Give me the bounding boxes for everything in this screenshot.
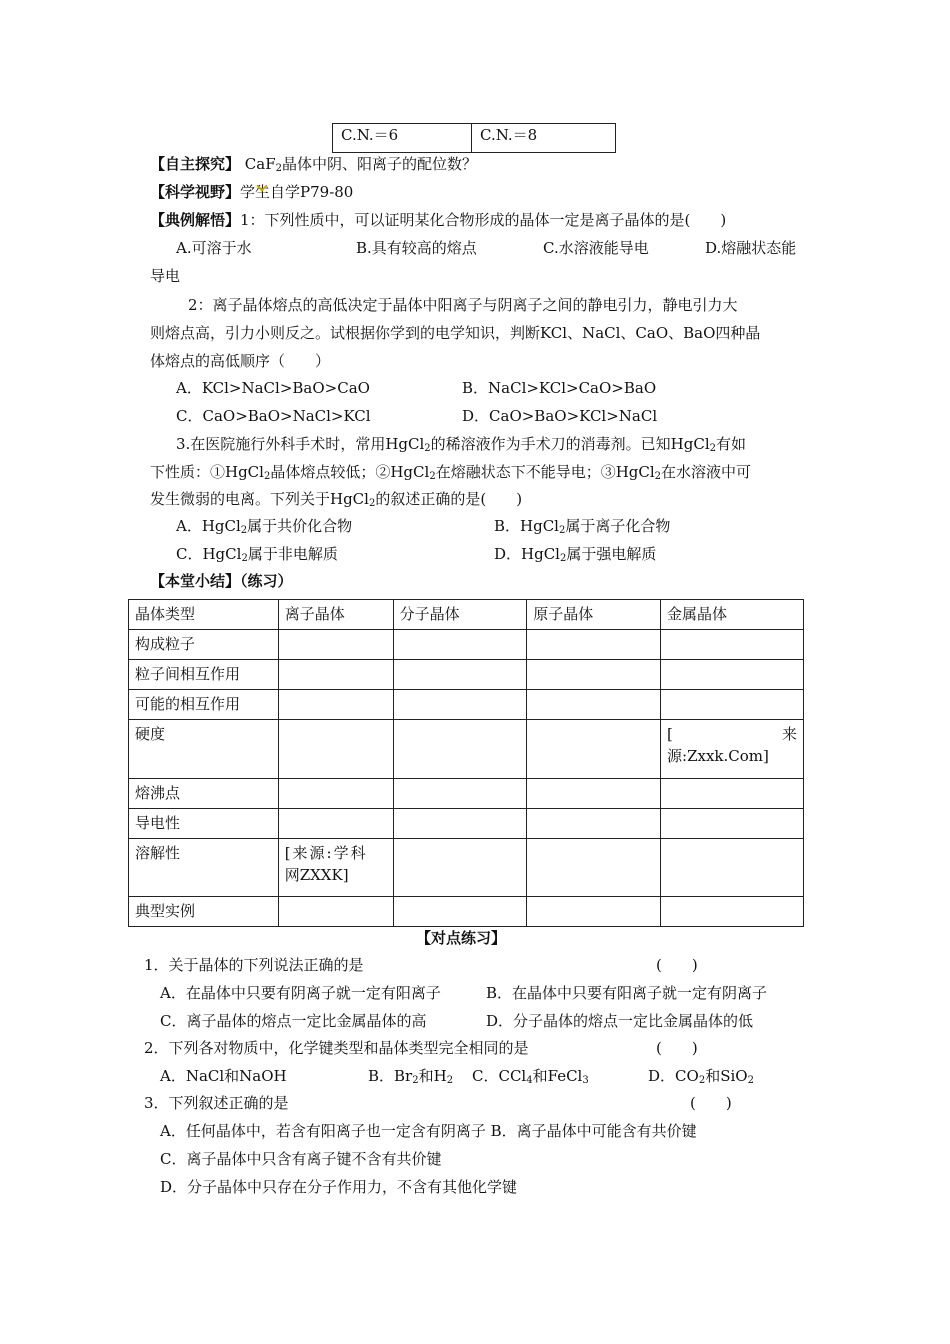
q3-line2: 下性质：①HgCl$_2$晶体熔点较低；②HgCl$_2$在熔融状态下不能导电；③HgCl$_2$在水溶液中可 bbox=[150, 463, 752, 482]
row-label-examples: 典型实例 bbox=[129, 897, 279, 927]
vision-text: 学生自学P79-80 bbox=[240, 183, 354, 201]
q2-line2: 则熔点高，引力小则反之。试根据你学到的电学知识，判断KCl、NaCl、CaO、BaO四种晶 bbox=[150, 324, 761, 342]
q3-option-d: D．HgCl$_2$属于强电解质 bbox=[494, 545, 657, 564]
cn-cell-6: C.N.＝6 bbox=[333, 124, 472, 153]
example-q1-stem: 【典例解悟】1：下列性质中，可以证明某化合物形成的晶体一定是离子晶体的是( ) bbox=[150, 211, 727, 229]
explore-text: CaF$_2$晶体中阴、阳离子的配位数？ bbox=[244, 155, 478, 174]
row-label-solubility: 溶解性 bbox=[129, 839, 279, 897]
header-ionic: 离子晶体 bbox=[278, 600, 393, 630]
p2-stem: 2．下列各对物质中，化学键类型和晶体类型完全相同的是 bbox=[144, 1039, 529, 1057]
p1-blank: ( ) bbox=[656, 956, 698, 974]
q3-option-a: A．HgCl$_2$属于共价化合物 bbox=[176, 517, 353, 536]
p1-option-c: C．离子晶体的熔点一定比金属晶体的高 bbox=[160, 1012, 427, 1030]
practice-title: 【对点练习】 bbox=[416, 929, 507, 947]
p2-blank: ( ) bbox=[656, 1039, 698, 1057]
example-title: 【典例解悟】 bbox=[150, 211, 241, 229]
header-molecular: 分子晶体 bbox=[393, 600, 527, 630]
p2-option-b: B．$Br_2$和$H_2$ bbox=[368, 1067, 454, 1086]
header-atomic: 原子晶体 bbox=[527, 600, 661, 630]
q2-option-b: B．NaCl>KCl>CaO>BaO bbox=[462, 379, 657, 397]
q1-option-d: D.熔融状态能 bbox=[705, 239, 797, 257]
row-label-interaction: 粒子间相互作用 bbox=[129, 660, 279, 690]
p3-blank: ( ) bbox=[690, 1094, 732, 1112]
q2-option-a: A．KCl>NaCl>BaO>CaO bbox=[176, 379, 370, 397]
row-label-hardness: 硬度 bbox=[129, 720, 279, 779]
q3-option-b: B．HgCl$_2$属于离子化合物 bbox=[494, 517, 671, 536]
summary-table bbox=[128, 599, 804, 927]
row-label-melting-point: 熔沸点 bbox=[129, 779, 279, 809]
p1-option-a: A．在晶体中只要有阴离子就一定有阳离子 bbox=[160, 984, 441, 1002]
p3-option-ab: A．任何晶体中，若含有阳离子也一定含有阴离子 B．离子晶体中可能含有共价键 bbox=[160, 1122, 697, 1140]
p3-option-c: C．离子晶体中只含有离子键不含有共价键 bbox=[160, 1150, 442, 1168]
hardness-metallic-cell: [ 来 源:Zxxk.Com] bbox=[661, 720, 804, 779]
p2-option-c: C．CCl$_4$和FeCl$_3$ bbox=[472, 1067, 589, 1086]
q2-line3: 体熔点的高低顺序（ ） bbox=[150, 352, 331, 370]
summary-title: 【本堂小结】（练习） bbox=[150, 572, 293, 590]
explore-line bbox=[150, 154, 477, 174]
q1-option-a: A.可溶于水 bbox=[176, 239, 252, 257]
p2-option-d: D．$CO_2$和SiO$_2$ bbox=[648, 1067, 754, 1086]
p3-option-d: D．分子晶体中只存在分子作用力，不含有其他化学键 bbox=[160, 1178, 518, 1196]
q3-line3: 发生微弱的电离。下列关于HgCl$_2$的叙述正确的是( ) bbox=[150, 490, 523, 509]
header-crystal-type: 晶体类型 bbox=[129, 600, 279, 630]
q3-line1: 3.在医院施行外科手术时，常用HgCl$_2$的稀溶液作为手术刀的消毒剂。已知HgCl$_2$有如 bbox=[176, 435, 747, 454]
p3-stem: 3．下列叙述正确的是 bbox=[144, 1094, 289, 1112]
p1-option-b: B．在晶体中只要有阳离子就一定有阴离子 bbox=[486, 984, 768, 1002]
solubility-ionic-cell: [来源:学科 网ZXXK] bbox=[278, 839, 393, 897]
coordination-table bbox=[332, 123, 616, 153]
row-label-conductivity: 导电性 bbox=[129, 809, 279, 839]
q2-option-c: C．CaO>BaO>NaCl>KCl bbox=[176, 407, 371, 425]
q1-option-b: B.具有较高的熔点 bbox=[356, 239, 477, 257]
header-metallic: 金属晶体 bbox=[661, 600, 804, 630]
p2-option-a: A．NaCl和NaOH bbox=[160, 1067, 287, 1085]
q1-option-d-cont: 导电 bbox=[150, 267, 181, 285]
cn-cell-8: C.N.＝8 bbox=[472, 124, 616, 153]
q3-option-c: C．HgCl$_2$属于非电解质 bbox=[176, 545, 338, 564]
q2-option-d: D．CaO>BaO>KCl>NaCl bbox=[462, 407, 658, 425]
explore-title: 【自主探究】 bbox=[150, 155, 241, 173]
vision-line bbox=[150, 182, 353, 202]
q1-option-c: C.水溶液能导电 bbox=[543, 239, 649, 257]
p1-option-d: D．分子晶体的熔点一定比金属晶体的低 bbox=[486, 1012, 754, 1030]
q2-line1: 2：离子晶体熔点的高低决定于晶体中阳离子与阴离子之间的静电引力，静电引力大 bbox=[188, 296, 738, 314]
row-label-particles: 构成粒子 bbox=[129, 630, 279, 660]
vision-title: 【科学视野】 bbox=[150, 183, 241, 201]
row-label-possible-interaction: 可能的相互作用 bbox=[129, 690, 279, 720]
p1-stem: 1．关于晶体的下列说法正确的是 bbox=[144, 956, 364, 974]
